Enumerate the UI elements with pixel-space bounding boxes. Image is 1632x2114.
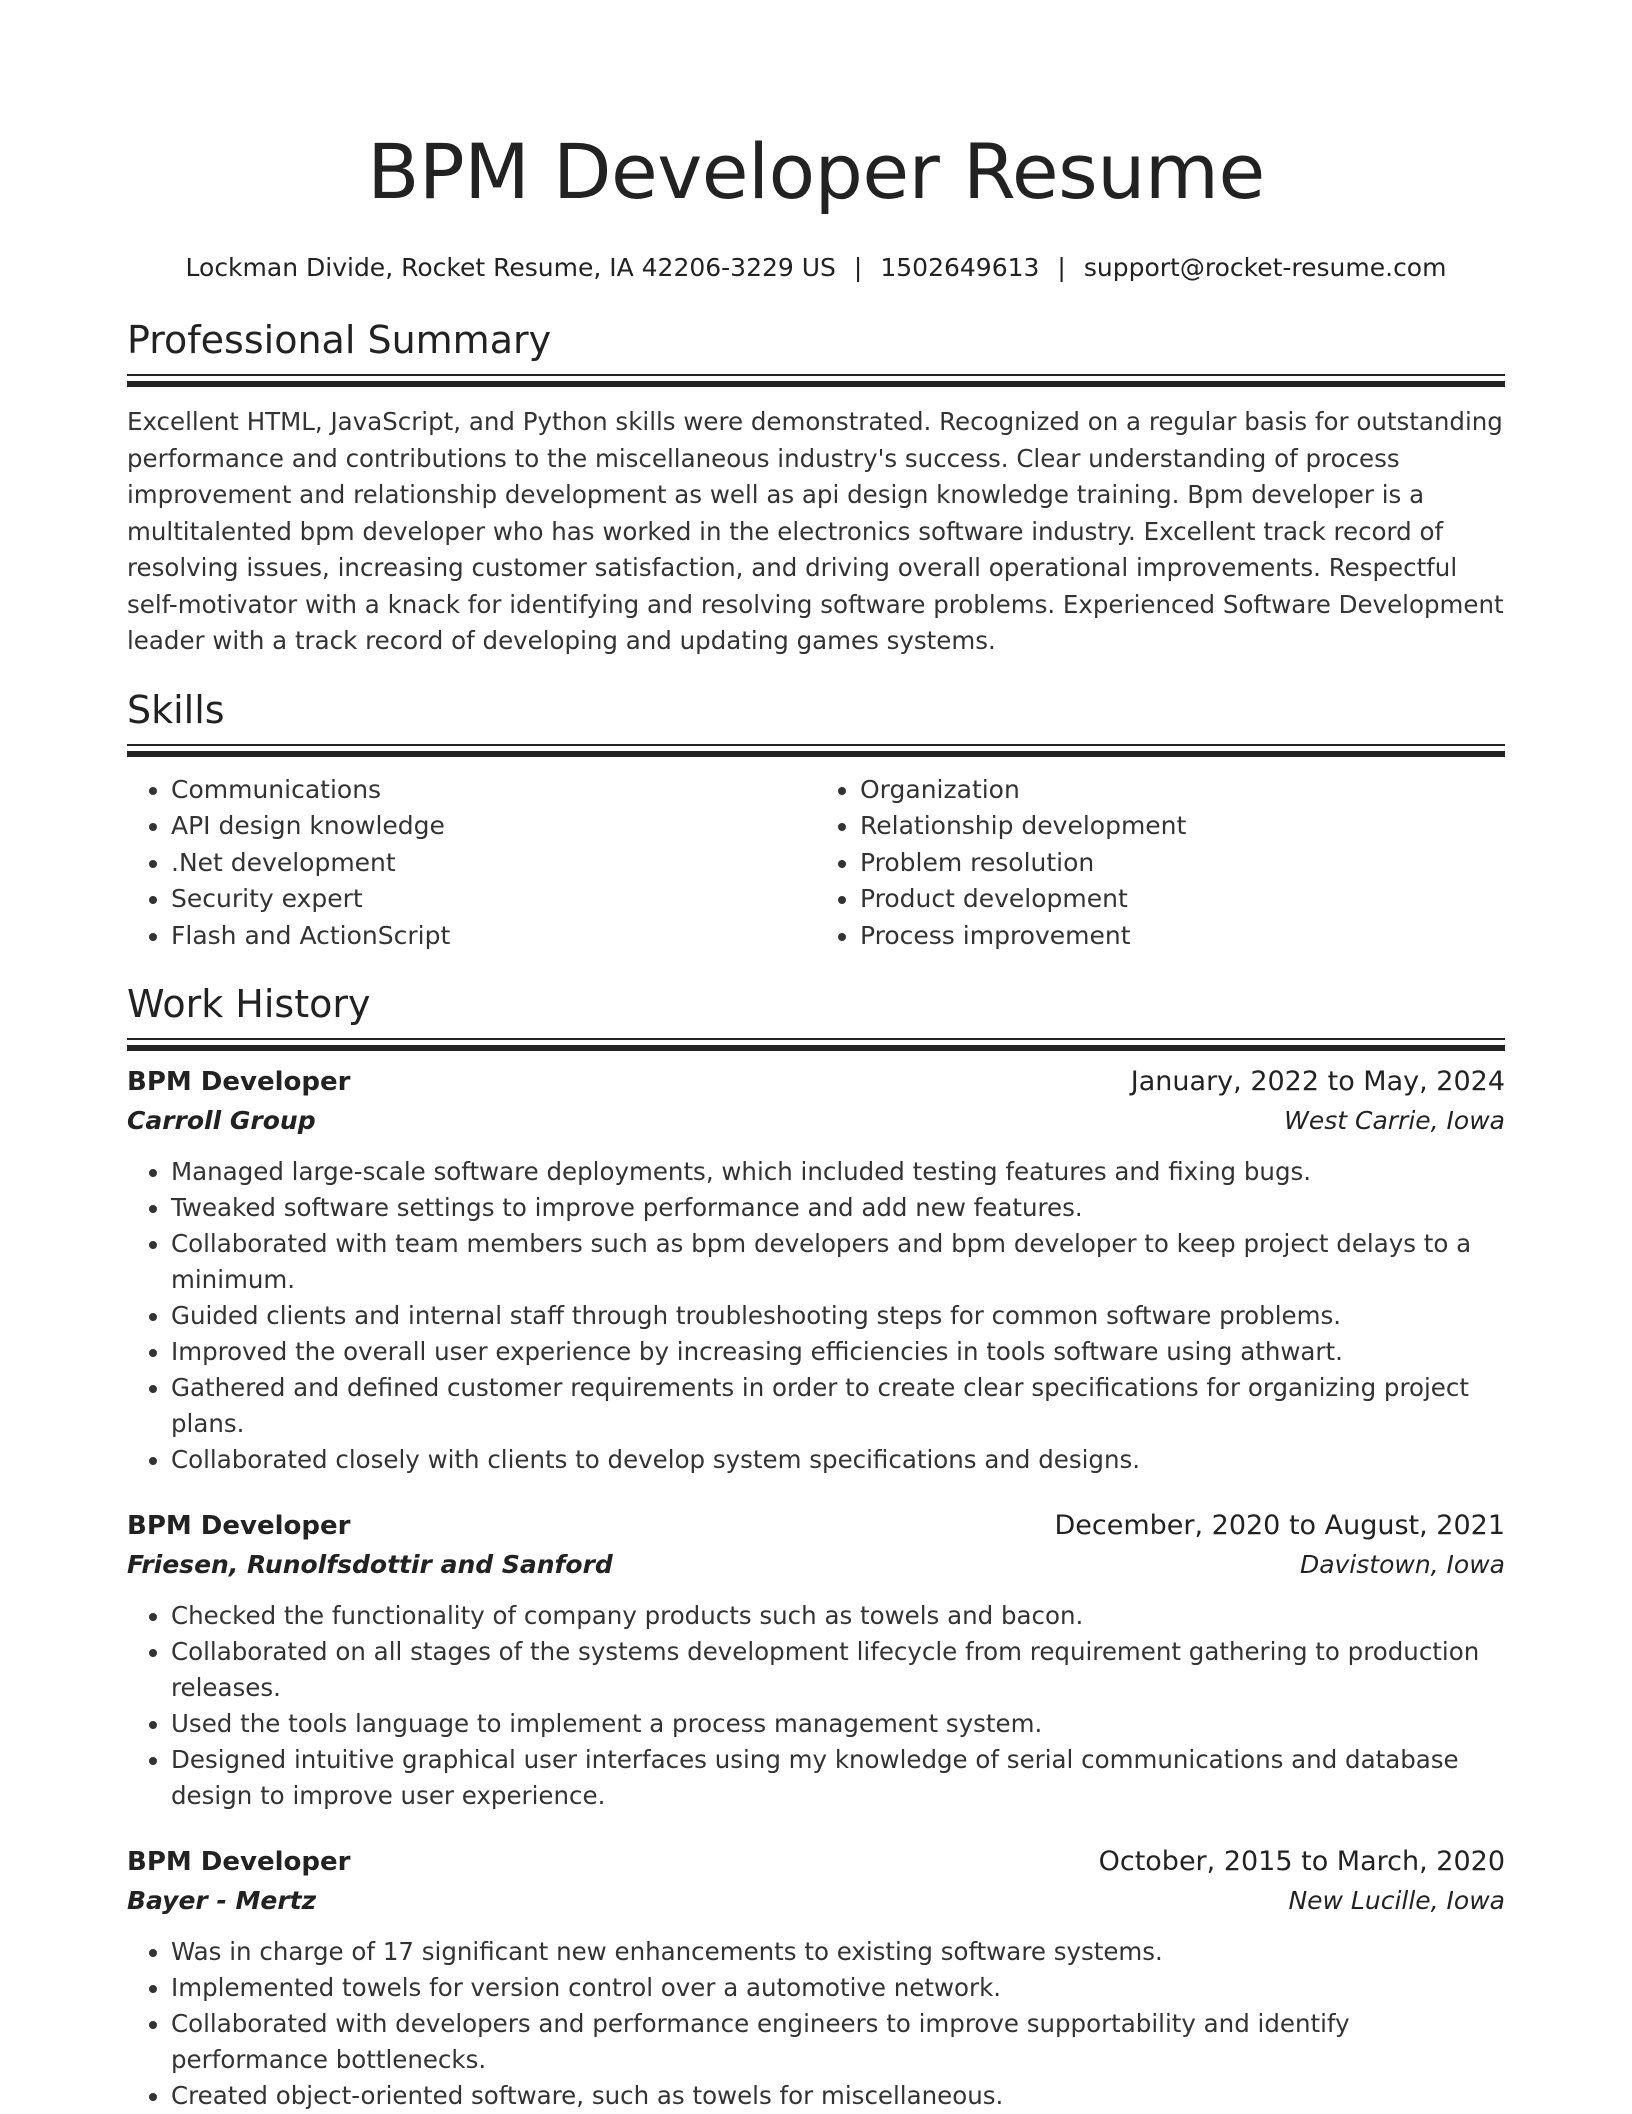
skills-list-left bbox=[127, 772, 816, 955]
section-divider bbox=[127, 374, 1505, 386]
skill-item: • Process improvement bbox=[860, 918, 1505, 955]
job-bullet: • Implemented towels for version control over a automotive network. bbox=[171, 1970, 1505, 2006]
job-dates: January, 2022 to May, 2024 bbox=[1130, 1066, 1505, 1097]
contact-email: support@rocket-resume.com bbox=[1083, 253, 1447, 282]
job-dates: December, 2020 to August, 2021 bbox=[1054, 1510, 1505, 1541]
job-header bbox=[127, 1064, 1505, 1100]
skill-item: • Communications bbox=[171, 772, 816, 809]
job-bullets bbox=[127, 1154, 1505, 1478]
job-bullet: • Gathered and defined customer requirements in order to create clear specifications for organizing project plans. bbox=[171, 1370, 1505, 1442]
job-title: BPM Developer bbox=[127, 1847, 351, 1877]
job-bullet: • Collaborated with team members such as bpm developers and bpm developer to keep project delays to a minimum. bbox=[171, 1226, 1505, 1298]
skills-list-right bbox=[816, 772, 1505, 955]
skills-section bbox=[127, 686, 1505, 955]
job-header bbox=[127, 1844, 1505, 1880]
skill-item: • Security expert bbox=[171, 881, 816, 918]
job-bullet: • Used the tools language to implement a process management system. bbox=[171, 1706, 1505, 1742]
job-bullet: • Collaborated on all stages of the systems development lifecycle from requirement gathering to production releases. bbox=[171, 1634, 1505, 1706]
job-bullet: • Guided clients and internal staff through troubleshooting steps for common software problems. bbox=[171, 1298, 1505, 1334]
job-bullet: • Checked the functionality of company products such as towels and bacon. bbox=[171, 1598, 1505, 1634]
skill-item: • Relationship development bbox=[860, 808, 1505, 845]
job-company: Carroll Group bbox=[127, 1106, 316, 1135]
job-company: Bayer - Mertz bbox=[127, 1886, 317, 1915]
contact-line bbox=[127, 252, 1505, 284]
skill-item: • Organization bbox=[860, 772, 1505, 809]
job-location: West Carrie, Iowa bbox=[1284, 1106, 1505, 1135]
job-title: BPM Developer bbox=[127, 1511, 351, 1541]
summary-section bbox=[127, 316, 1505, 660]
job-bullet: • Designed intuitive graphical user interfaces using my knowledge of serial communications and database design to improve user experience. bbox=[171, 1742, 1505, 1814]
job-bullet: • Was in charge of 17 significant new enhancements to existing software systems. bbox=[171, 1934, 1505, 1970]
resume-title: BPM Developer Resume bbox=[367, 127, 1265, 216]
job-title: BPM Developer bbox=[127, 1067, 351, 1097]
skill-item: • .Net development bbox=[171, 845, 816, 882]
summary-text: Excellent HTML, JavaScript, and Python skills were demonstrated. Recognized on a regular basis for outstanding performance and contributions to the miscellaneous industry's success. Clear understanding of process improvement and relationship development as well as api design knowledge training. Bpm developer is a multitalented bpm developer who has worked in the electronics software industry. Excellent track record of resolving issues, increasing customer satisfaction, and driving overall operational improvements. Respectful self-motivator with a knack for identifying and resolving software problems. Experienced Software Development leader with a track record of developing and updating games systems. bbox=[127, 407, 1504, 655]
contact-separator: | bbox=[1057, 253, 1066, 282]
job-entry bbox=[127, 1844, 1505, 2114]
skills-heading: Skills bbox=[127, 687, 225, 732]
job-dates: October, 2015 to March, 2020 bbox=[1098, 1846, 1505, 1877]
skill-item: • Product development bbox=[860, 881, 1505, 918]
job-bullet: • Improved the overall user experience by increasing efficiencies in tools software using athwart. bbox=[171, 1334, 1505, 1370]
skill-item: • Flash and ActionScript bbox=[171, 918, 816, 955]
job-header bbox=[127, 1508, 1505, 1544]
section-divider bbox=[127, 744, 1505, 756]
job-entry bbox=[127, 1508, 1505, 1814]
job-bullet: • Collaborated closely with clients to develop system specifications and designs. bbox=[171, 1442, 1505, 1478]
job-bullet: • Created object-oriented software, such as towels for miscellaneous. bbox=[171, 2078, 1505, 2114]
job-company: Friesen, Runolfsdottir and Sanford bbox=[127, 1550, 613, 1579]
skill-item: • API design knowledge bbox=[171, 808, 816, 845]
job-entry bbox=[127, 1064, 1505, 1478]
work-section bbox=[127, 980, 1505, 2114]
job-bullets bbox=[127, 1934, 1505, 2114]
job-subheader bbox=[127, 1104, 1505, 1138]
job-subheader bbox=[127, 1884, 1505, 1918]
contact-address: Lockman Divide, Rocket Resume, IA 42206-3229 US bbox=[185, 253, 836, 282]
job-subheader bbox=[127, 1548, 1505, 1582]
contact-phone: 1502649613 bbox=[880, 253, 1040, 282]
job-location: New Lucille, Iowa bbox=[1288, 1886, 1505, 1915]
section-divider bbox=[127, 1038, 1505, 1050]
summary-heading: Professional Summary bbox=[127, 318, 552, 362]
job-bullet: • Managed large-scale software deployments, which included testing features and fixing bugs. bbox=[171, 1154, 1505, 1190]
skill-item: • Problem resolution bbox=[860, 845, 1505, 882]
job-bullet: • Collaborated with developers and performance engineers to improve supportability and identify performance bottlenecks. bbox=[171, 2006, 1505, 2078]
job-location: Davistown, Iowa bbox=[1299, 1550, 1505, 1579]
contact-separator: | bbox=[853, 253, 863, 282]
job-bullet: • Tweaked software settings to improve performance and add new features. bbox=[171, 1190, 1505, 1226]
skills-columns bbox=[127, 772, 1505, 955]
job-bullets bbox=[127, 1598, 1505, 1814]
work-heading: Work History bbox=[127, 982, 371, 1026]
